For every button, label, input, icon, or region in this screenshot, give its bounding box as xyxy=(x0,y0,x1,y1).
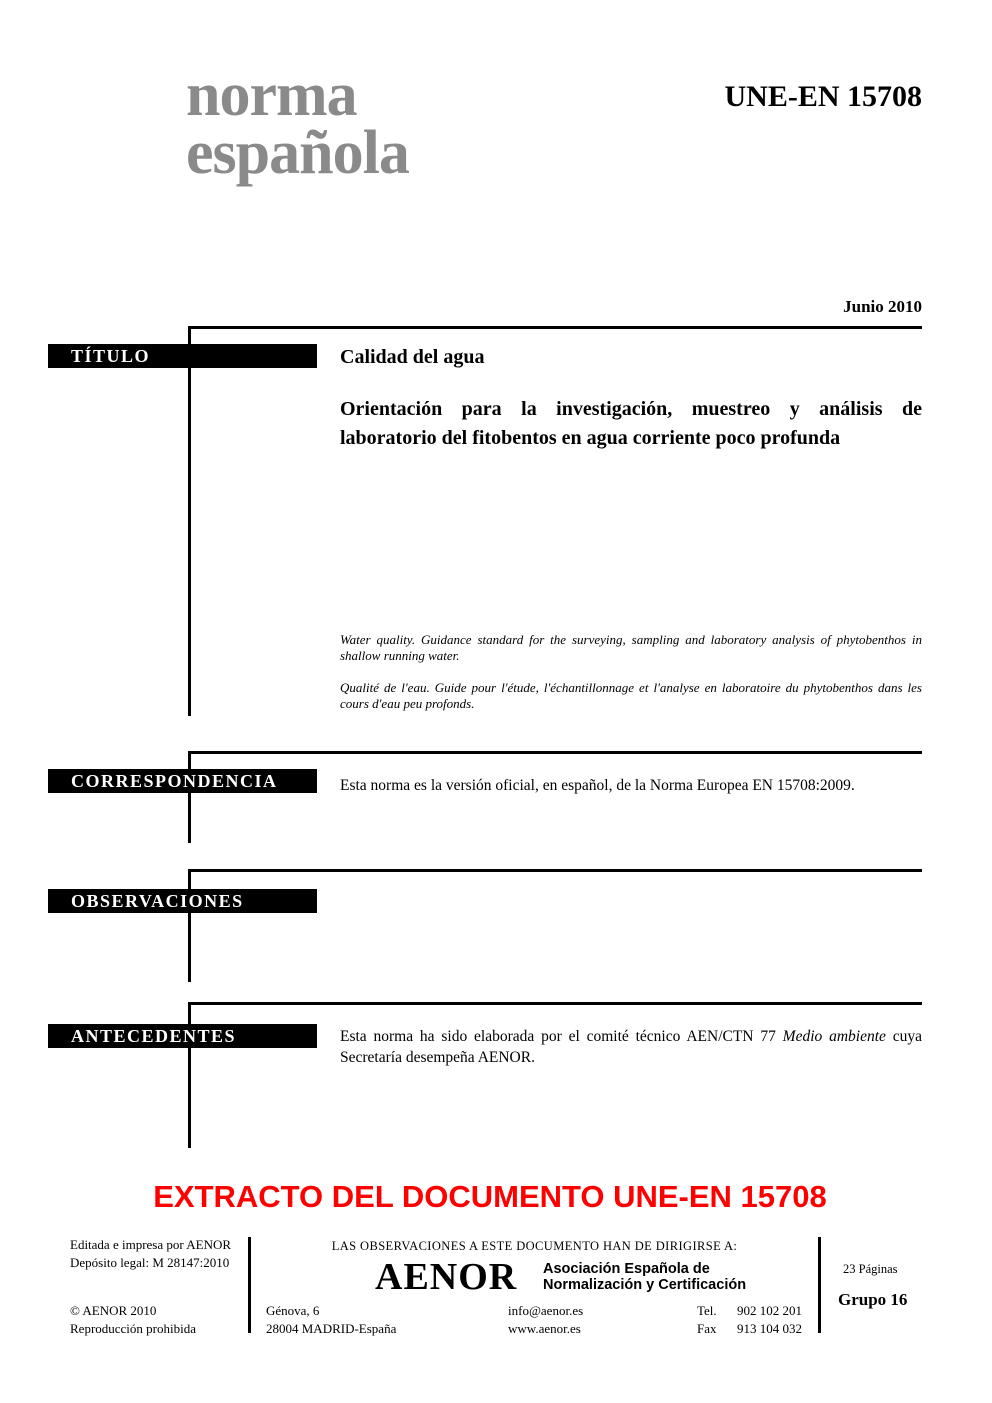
footer-divider-right xyxy=(818,1237,821,1333)
rule-titulo-top xyxy=(188,326,922,329)
title-text: Calidad del agua xyxy=(340,346,485,368)
extracto-banner: EXTRACTO DEL DOCUMENTO UNE-EN 15708 xyxy=(153,1179,827,1214)
footer-fax-label: Fax xyxy=(697,1321,717,1336)
antecedentes-text xyxy=(340,1026,922,1068)
footer-edition-block xyxy=(70,1236,231,1272)
footer-contact-block xyxy=(508,1302,583,1338)
aenor-logo: AENOR xyxy=(375,1256,518,1298)
footer-website: www.aenor.es xyxy=(508,1321,581,1336)
footer-fax-row xyxy=(697,1320,802,1338)
brand-wordmark xyxy=(186,61,409,187)
section-label-observaciones: OBSERVACIONES xyxy=(48,889,317,913)
org-name-line-2: Normalización y Certificación xyxy=(543,1277,747,1293)
footer-tel-value: 902 102 201 xyxy=(737,1303,802,1318)
issue-date: Junio 2010 xyxy=(843,297,922,316)
footer-group: Grupo 16 xyxy=(838,1290,908,1309)
brand-line-1: norma xyxy=(186,61,357,129)
section-label-antecedentes: ANTECEDENTES xyxy=(48,1024,317,1048)
org-name xyxy=(543,1261,746,1293)
subtitle-text: Orientación para la investigación, muestreo y análisis de laboratorio del fitobentos en agua corriente poco profunda xyxy=(340,398,922,449)
rule-titulo-vertical xyxy=(188,326,191,716)
footer-edited-by: Editada e impresa por AENOR xyxy=(70,1237,232,1252)
section-label-titulo: TÍTULO xyxy=(48,344,317,368)
footer-telfax-block xyxy=(697,1302,802,1338)
footer-legal-deposit: Depósito legal: M 28147:2010 xyxy=(70,1255,230,1270)
rule-correspondencia-top xyxy=(188,751,922,754)
section-label-correspondencia: CORRESPONDENCIA xyxy=(48,769,317,793)
footer-address-block xyxy=(266,1302,396,1338)
doc-code: UNE-EN 15708 xyxy=(724,80,922,113)
footer-reproduction: Reproducción prohibida xyxy=(70,1321,196,1336)
antecedentes-text-before: Esta norma ha sido elaborada por el comité técnico AEN/CTN 77 xyxy=(340,1028,783,1045)
footer-copyright: © AENOR 2010 xyxy=(70,1303,157,1318)
footer-tel-label: Tel. xyxy=(697,1303,717,1318)
antecedentes-text-italic: Medio ambiente xyxy=(782,1028,886,1045)
translation-fr: Qualité de l'eau. Guide pour l'étude, l'échantillonnage et l'analyse en laboratoire du phytobenthos dans les cours d'eau peu profonds. xyxy=(340,680,922,711)
footer-street: Génova, 6 xyxy=(266,1303,320,1318)
brand-line-2: española xyxy=(186,119,409,187)
footer-city: 28004 MADRID-España xyxy=(266,1321,397,1336)
footer-fax-value: 913 104 032 xyxy=(737,1321,802,1336)
footer-notice: LAS OBSERVACIONES A ESTE DOCUMENTO HAN DE DIRIGIRSE A: xyxy=(331,1239,738,1253)
footer-email: info@aenor.es xyxy=(508,1303,584,1318)
translation-en: Water quality. Guidance standard for the surveying, sampling and laboratory analysis of phytobenthos in shallow running water. xyxy=(340,632,922,663)
rule-antecedentes-top xyxy=(188,1002,922,1005)
footer-tel-row xyxy=(697,1302,802,1320)
rule-observaciones-top xyxy=(188,869,922,872)
antecedentes-text-after: cuya Secretaría desempeña AENOR. xyxy=(340,1028,922,1066)
rule-observaciones-vertical xyxy=(188,869,191,982)
footer-page-count: 23 Páginas xyxy=(843,1262,898,1276)
correspondencia-text: Esta norma es la versión oficial, en español, de la Norma Europea EN 15708:2009. xyxy=(340,777,855,794)
rule-correspondencia-vertical xyxy=(188,751,191,843)
org-name-line-1: Asociación Española de xyxy=(543,1261,710,1277)
footer-copyright-block xyxy=(70,1302,196,1338)
